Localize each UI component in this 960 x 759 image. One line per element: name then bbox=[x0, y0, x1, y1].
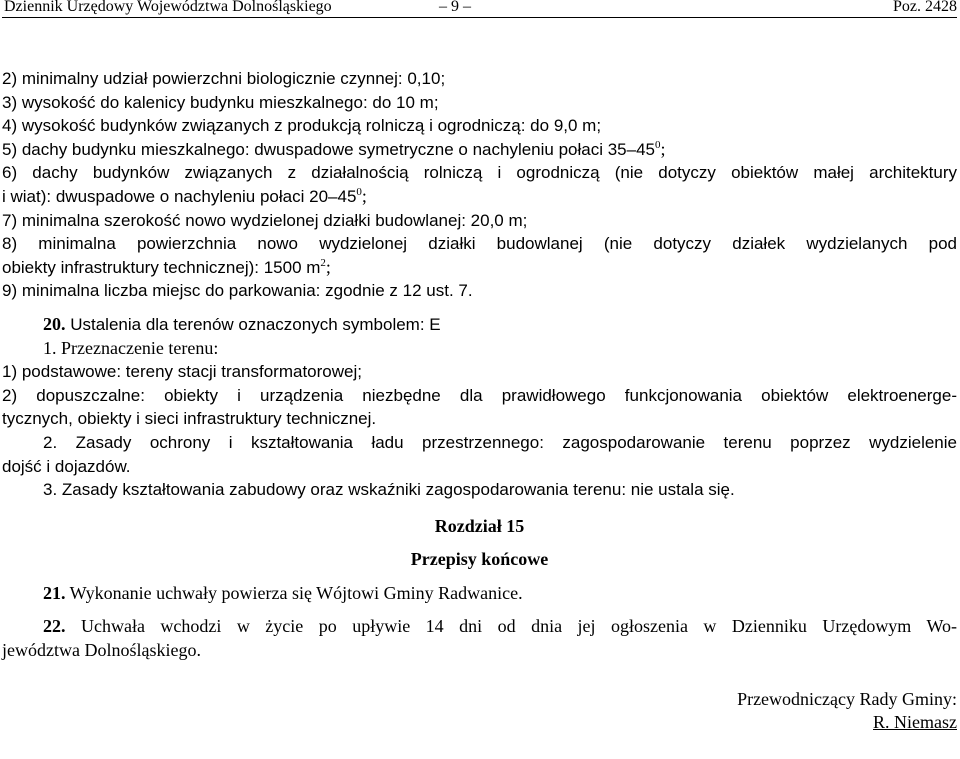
section-heading-20: 20. Ustalenia dla terenów oznaczonych symbolem: E bbox=[43, 313, 441, 334]
position-number: Poz. 2428 bbox=[893, 0, 957, 15]
paragraph: 1. Przeznaczenie terenu: bbox=[43, 337, 219, 358]
journal-title: Dziennik Urzędowy Województwa Dolnośląskiego bbox=[4, 0, 332, 15]
list-item: 3) wysokość do kalenicy budynku mieszkalnego: do 10 m; bbox=[2, 92, 439, 112]
document-body bbox=[2, 18, 957, 735]
list-item: 7) minimalna szerokość nowo wydzielonej działki budowlanej: 20,0 m; bbox=[2, 210, 528, 230]
list-item: 4) wysokość budynków związanych z produkcją rolniczą i ogrodniczą: do 9,0 m; bbox=[2, 116, 602, 136]
list-item: 9) minimalna liczba miejsc do parkowania: zgodnie z 12 ust. 7. bbox=[2, 281, 473, 301]
list-item: 1) podstawowe: tereny stacji transformatorowej; bbox=[2, 362, 362, 382]
section-22-continued: jewództwa Dolnośląskiego. bbox=[2, 640, 201, 661]
paragraph: 2. Zasady ochrony i kształtowania ładu przestrzennego: zagospodarowanie terenu poprzez wydzielenie bbox=[43, 432, 957, 452]
chapter-subtitle: Przepisy końcowe bbox=[410, 549, 549, 570]
section-21: 21. Wykonanie uchwały powierza się Wójtowi Gminy Radwanice. bbox=[43, 582, 523, 603]
paragraph-continued: dojść i dojazdów. bbox=[2, 456, 131, 476]
list-item: 5) dachy budynku mieszkalnego: dwuspadowe symetryczne o nachyleniu połaci $35-45^0$; bbox=[2, 138, 666, 159]
chapter-title: Rozdział 15 bbox=[434, 515, 525, 536]
list-item: 2) dopuszczalne: obiekty i urządzenia niezbędne dla prawidłowego funkcjonowania obiektów elektroenerge- bbox=[2, 385, 957, 405]
list-item-continued: obiekty infrastruktury technicznej): 1500 $m^2$; bbox=[2, 256, 331, 277]
document-page bbox=[2, 0, 957, 735]
signature-role: Przewodniczący Rady Gminy: bbox=[737, 688, 957, 709]
page-number: – 9 – bbox=[439, 0, 471, 15]
section-22: 22. Uchwała wchodzi w życie po upływie 14 dni od dnia jej ogłoszenia w Dzienniku Urzędowym Wo- bbox=[43, 616, 957, 637]
paragraph: 3. Zasady kształtowania zabudowy oraz wskaźniki zagospodarowania terenu: nie ustala się. bbox=[43, 480, 735, 500]
list-item-continued: i wiat): dwuspadowe o nachyleniu połaci $20-45^0$; bbox=[2, 185, 367, 206]
list-item-continued: tycznych, obiekty i sieci infrastruktury technicznej. bbox=[2, 409, 377, 429]
list-item: 8) minimalna powierzchnia nowo wydzielonej działki budowlanej (nie dotyczy działek wydzielanych pod bbox=[2, 234, 957, 254]
signature-name: R. Niemasz bbox=[873, 712, 957, 733]
list-item: 6) dachy budynków związanych z działalnością rolniczą i ogrodniczą (nie dotyczy obiektów małej architektury bbox=[2, 163, 957, 183]
page-header bbox=[2, 0, 957, 18]
list-item: 2) minimalny udział powierzchni biologicznie czynnej: 0,10; bbox=[2, 69, 446, 88]
